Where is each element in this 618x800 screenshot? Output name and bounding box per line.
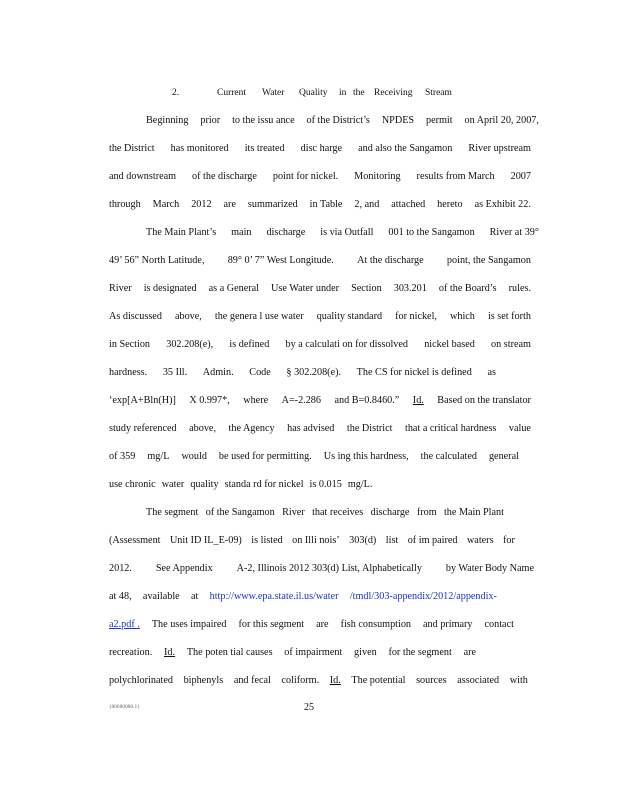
text-line: through March 2012 are summarized in Table 2, and attached hereto as Exhibit 22. [109, 199, 531, 210]
text-line: 2012. See Appendix A-2, Illinois 2012 303(d) List, Alphabetically by Water Body Name [109, 563, 534, 574]
text-line: study referenced above, the Agency has advised the District that a critical hardness value [109, 423, 531, 434]
text-line: a2.pdf . The uses impaired for this segment are fish consumption and primary contact [109, 619, 514, 630]
text-line: hardness. 35 Ill. Admin. Code § 302.208(e). The CS for nickel is defined as [109, 367, 496, 378]
text-line: of 359 mg/L would be used for permitting. Us ing this hardness, the calculated general [109, 451, 519, 462]
text-line: and downstream of the discharge point for nickel. Monitoring results from March 2007 [109, 171, 531, 182]
text-line: at 48, available at http://www.epa.state.il.us/water /tmdl/303-appendix/2012/appendix- [109, 591, 497, 602]
heading-word: Stream [425, 88, 452, 98]
citation-id: Id. [329, 675, 341, 686]
text-line: polychlorinated biphenyls and fecal coliform. Id. The potential sources associated with [109, 675, 528, 686]
citation-id: Id. [412, 395, 424, 406]
heading-word: the [353, 88, 365, 98]
text-line: The Main Plant’s main discharge is via Outfall 001 to the Sangamon River at 39° [146, 227, 539, 238]
text-line: River is designated as a General Use Water under Section 303.201 of the Board’s rules. [109, 283, 531, 294]
text-line: 49’ 56” North Latitude, 89° 0’ 7” West Longitude. At the discharge point, the Sangamon [109, 255, 531, 266]
text-line: recreation. Id. The poten tial causes of impairment given for the segment are [109, 647, 476, 658]
text-line: ‘exp[A+Bln(H)] X 0.997*, where A=-2.286 and B=0.8460.” Id. Based on the translator [109, 395, 531, 406]
heading-word: Quality [299, 88, 328, 98]
heading-word: Water [262, 88, 285, 98]
heading-word: Current [217, 88, 247, 98]
heading-number: 2. [172, 88, 180, 98]
text-line: (Assessment Unit ID IL_E-09) is listed on Illi nois’ 303(d) list of im paired waters for [109, 535, 515, 546]
heading-word: in [339, 88, 347, 98]
text-line: Beginning prior to the issu ance of the District’s NPDES permit on April 20, 2007, [146, 115, 539, 126]
url-link-part2[interactable]: /tmdl/303-appendix/2012/appendix- [349, 591, 497, 602]
text-line: The segment of the Sangamon River that receives discharge from the Main Plant [146, 507, 504, 518]
text-line: the District has monitored its treated disc harge and also the Sangamon River upstream [109, 143, 531, 154]
page-number: 25 [304, 702, 314, 713]
document-id: {00000000.1} [109, 705, 140, 710]
text-line: in Section 302.208(e), is defined by a calculati on for dissolved nickel based on stream [109, 339, 531, 350]
citation-id: Id. [164, 647, 176, 658]
text-line: use chronic water quality standa rd for nickel is 0.015 mg/L. [109, 479, 373, 490]
url-link-part3[interactable]: a2.pdf . [109, 619, 140, 630]
url-link-part1[interactable]: http://www.epa.state.il.us/water [209, 591, 339, 602]
heading-word: Receiving [374, 88, 413, 98]
text-line: As discussed above, the genera l use water quality standard for nickel, which is set forth [109, 311, 531, 322]
